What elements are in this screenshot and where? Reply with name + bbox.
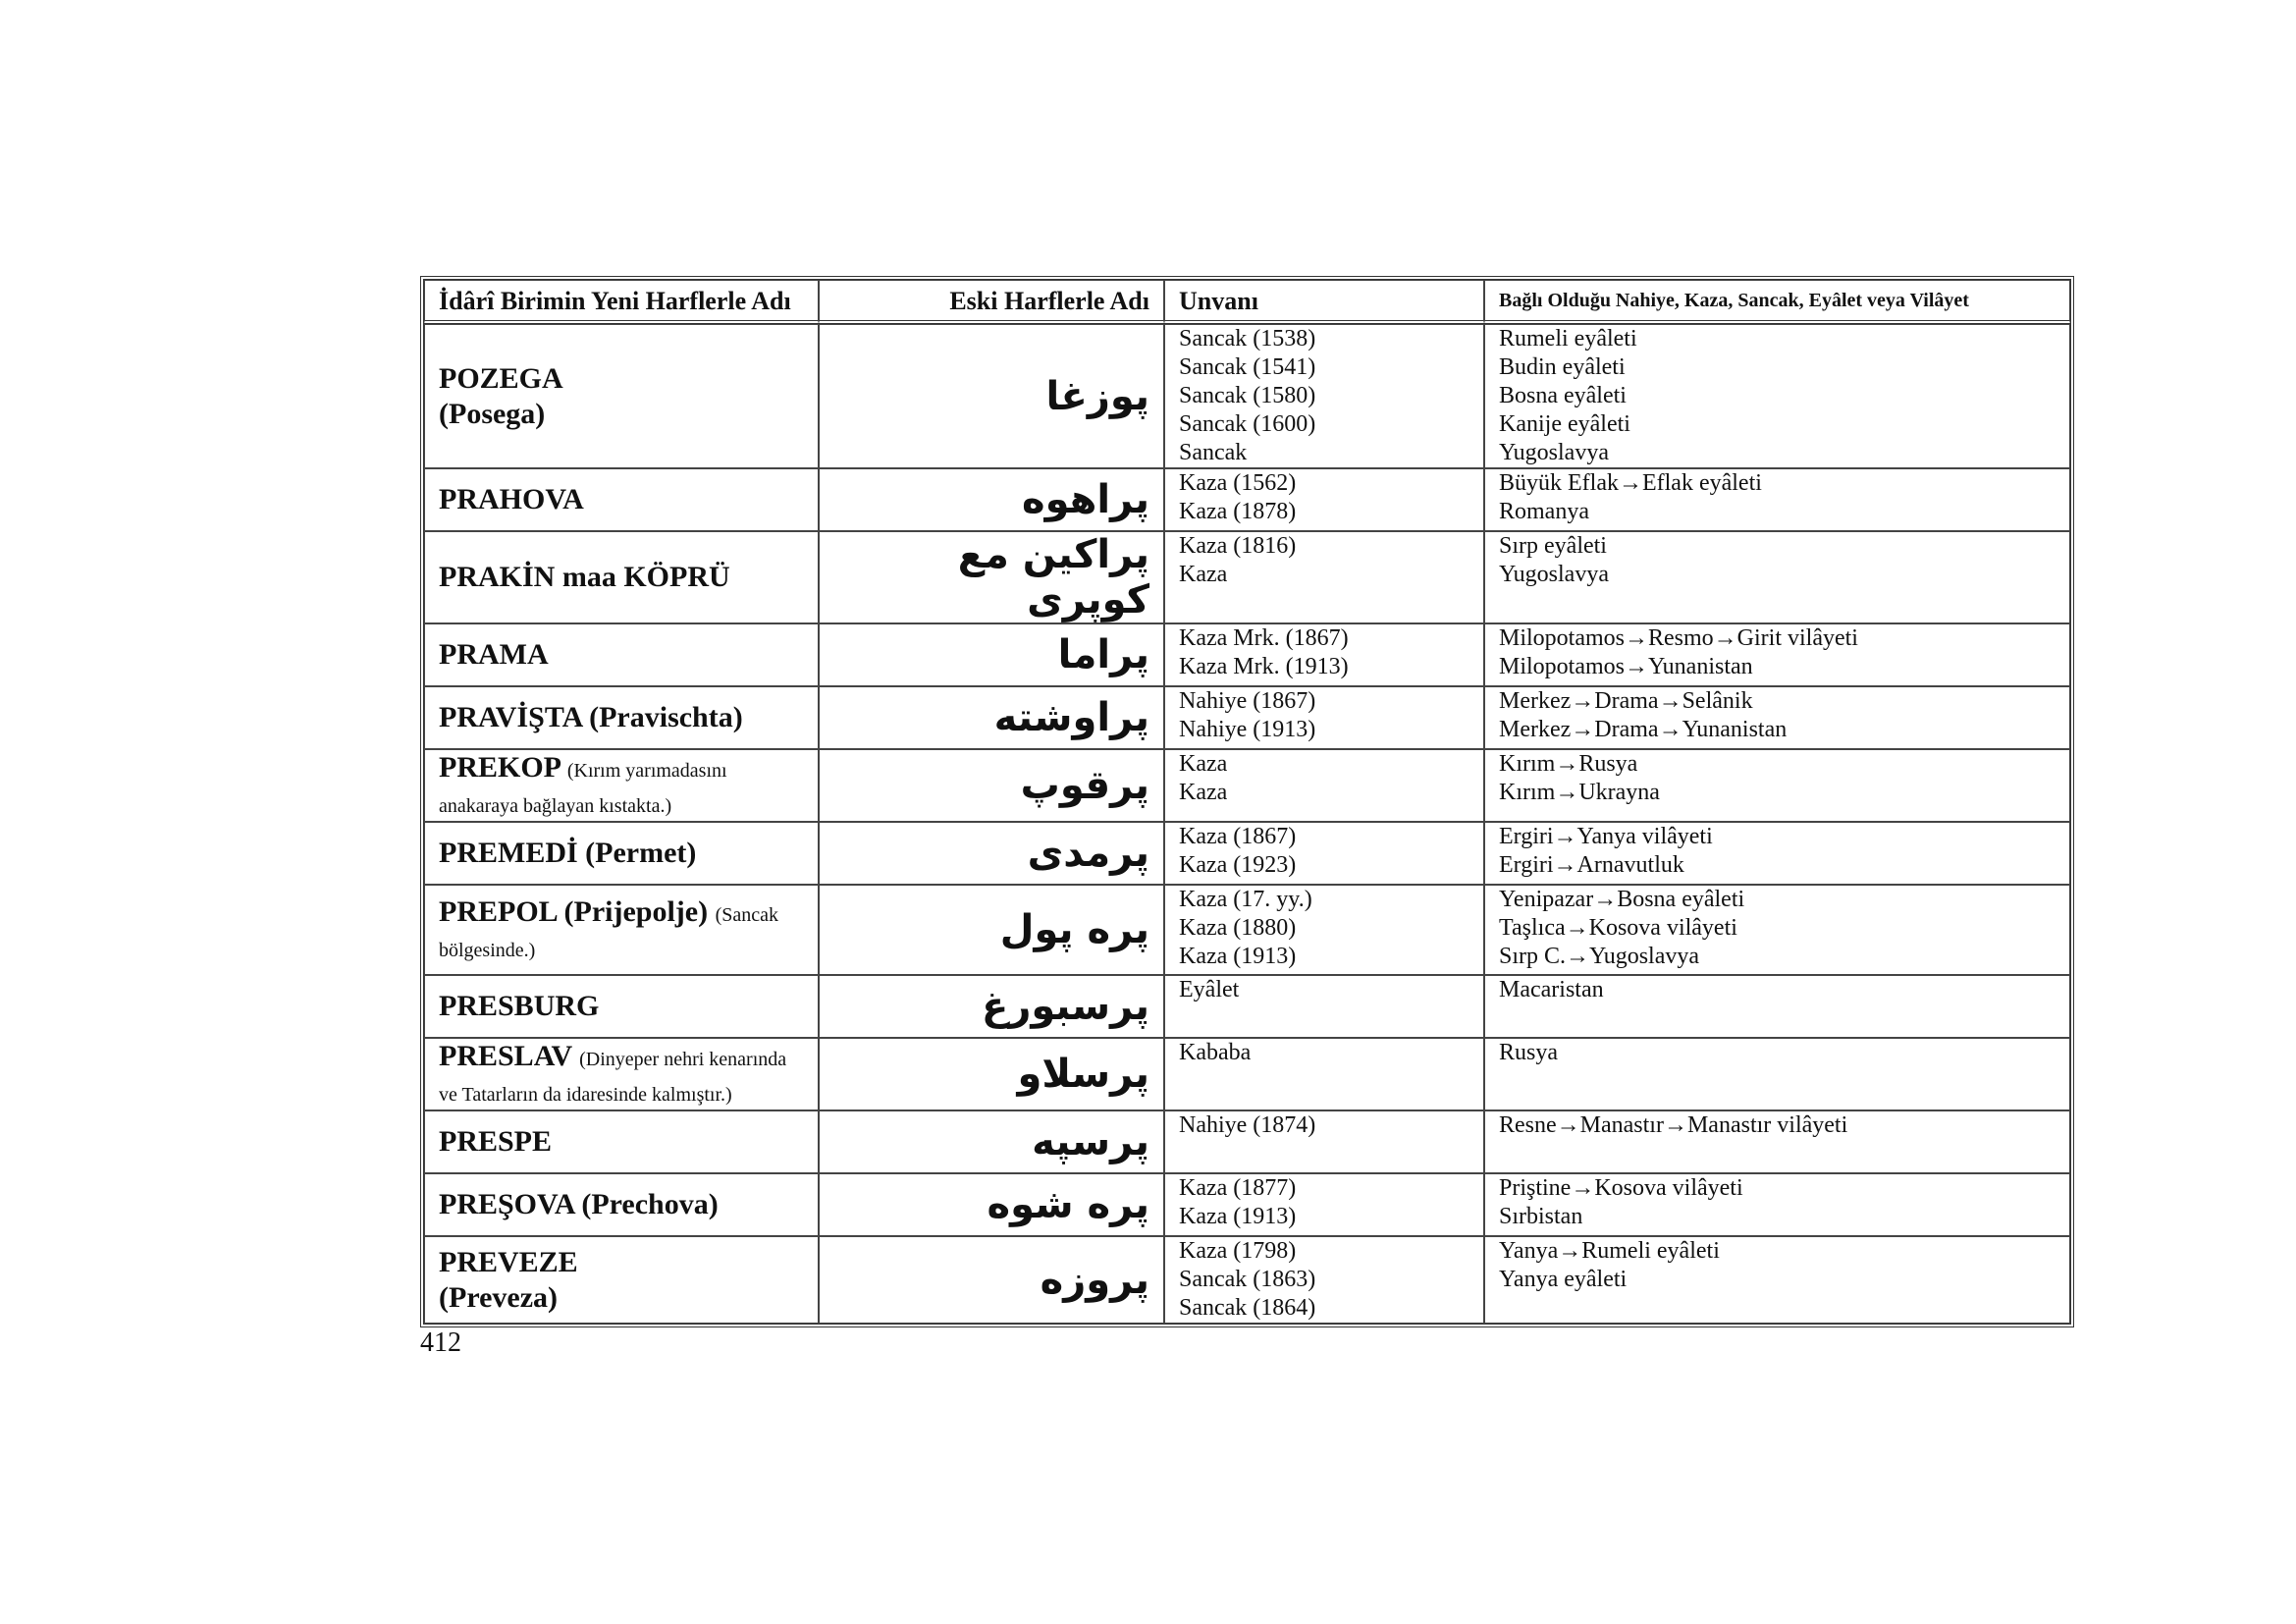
dependency-entry: Yugoslavya [1499,562,1609,587]
gazetteer-table [420,276,2074,1327]
unit-old-script-name: پرسبورغ [819,975,1164,1038]
unit-name-text: PRAMA [439,638,549,671]
unit-name-text: PREMEDİ (Permet) [439,837,697,869]
unit-titles [1164,822,1484,885]
header-dependency: Bağlı Olduğu Nahiye, Kaza, Sancak, Eyâlet veya Vilâyet [1484,280,2070,324]
table-row [424,623,2070,686]
unit-dependencies [1484,468,2070,531]
unit-old-script-name: پره شوه [819,1173,1164,1236]
dependency-entry: Sırp eyâleti [1499,533,1607,559]
unit-titles [1164,531,1484,623]
unit-name-text: PREPOL (Prijepolje) [439,895,709,928]
dependency-entry: Kanije eyâleti [1499,411,1630,437]
dependency-entry: Büyük Eflak→Eflak eyâleti [1499,470,1762,496]
unit-old-script-name: پراهوه [819,468,1164,531]
unit-titles [1164,686,1484,749]
title-entry: Sancak (1864) [1179,1295,1316,1321]
unit-dependencies [1484,623,2070,686]
unit-titles [1164,468,1484,531]
unit-new-name [424,1173,819,1236]
unit-old-script-name: پرسپه [819,1110,1164,1173]
title-entry: Kaza Mrk. (1867) [1179,625,1349,651]
unit-note: (Kırım yarımadasını anakaraya bağlayan kıstakta.) [439,760,727,817]
dependency-entry: Yanya→Rumeli eyâleti [1499,1238,1720,1264]
unit-titles [1164,1236,1484,1324]
unit-name-text: POZEGA [439,361,563,395]
unit-dependencies [1484,975,2070,1038]
unit-dependencies [1484,324,2070,468]
title-entry: Kaza (1880) [1179,915,1297,941]
title-entry: Kaza [1179,780,1228,805]
title-entry: Kaza (1913) [1179,1204,1297,1229]
title-entry: Sancak (1541) [1179,354,1316,380]
title-entry: Kababa [1179,1040,1252,1065]
unit-titles [1164,749,1484,822]
unit-alt-name: (Preveza) [439,1280,559,1314]
title-entry: Kaza [1179,562,1228,587]
unit-old-script-name: پروزه [819,1236,1164,1324]
title-entry: Eyâlet [1179,977,1240,1002]
title-entry: Nahiye (1867) [1179,688,1316,714]
dependency-entry: Yenipazar→Bosna eyâleti [1499,887,1745,912]
unit-note: (Dinyeper nehri kenarında ve Tatarların da idaresinde kalmıştır.) [439,1049,787,1106]
table-row [424,749,2070,822]
title-entry: Nahiye (1874) [1179,1112,1316,1138]
unit-old-script-name: پرمدى [819,822,1164,885]
header-new-name: İdârî Birimin Yeni Harflerle Adı [424,280,819,324]
unit-titles [1164,623,1484,686]
table-row [424,822,2070,885]
unit-name-text: PRESPE [439,1125,553,1158]
title-entry: Kaza (1923) [1179,852,1297,878]
unit-titles [1164,1038,1484,1110]
unit-name-text: PRAHOVA [439,483,584,515]
unit-new-name [424,749,819,822]
unit-old-script-name: پراوشته [819,686,1164,749]
title-entry: Sancak (1538) [1179,326,1316,352]
unit-dependencies [1484,822,2070,885]
unit-new-name [424,468,819,531]
unit-dependencies [1484,1110,2070,1173]
unit-old-script-name: پرقوپ [819,749,1164,822]
unit-note: (Sancak bölgesinde.) [439,904,779,961]
unit-new-name [424,531,819,623]
unit-titles [1164,1110,1484,1173]
title-entry: Sancak [1179,440,1248,465]
table-row [424,1038,2070,1110]
unit-dependencies [1484,749,2070,822]
unit-new-name [424,1236,819,1324]
table-row [424,885,2070,975]
unit-name-text: PRAKİN maa KÖPRÜ [439,561,730,593]
unit-new-name [424,686,819,749]
header-row [424,280,2070,324]
unit-dependencies [1484,885,2070,975]
title-entry: Nahiye (1913) [1179,717,1316,742]
title-entry: Kaza (1867) [1179,824,1297,849]
dependency-entry: Bosna eyâleti [1499,383,1627,408]
title-entry: Kaza (1913) [1179,944,1297,969]
header-old-name: Eski Harflerle Adı [819,280,1164,324]
dependency-entry: Yanya eyâleti [1499,1267,1628,1292]
unit-new-name [424,623,819,686]
dependency-entry: Milopotamos→Resmo→Girit vilâyeti [1499,625,1858,651]
title-entry: Sancak (1863) [1179,1267,1316,1292]
dependency-entry: Merkez→Drama→Selânik [1499,688,1753,714]
title-entry: Kaza Mrk. (1913) [1179,654,1349,679]
dependency-entry: Milopotamos→Yunanistan [1499,654,1753,679]
dependency-entry: Kırım→Ukrayna [1499,780,1660,805]
dependency-entry: Yugoslavya [1499,440,1609,465]
table-body [424,324,2070,1324]
title-entry: Sancak (1580) [1179,383,1316,408]
unit-old-script-name: پراكين مع كوپرى [819,531,1164,623]
table-row [424,468,2070,531]
unit-new-name [424,975,819,1038]
table-row [424,1173,2070,1236]
dependency-entry: Ergiri→Yanya vilâyeti [1499,824,1713,849]
title-entry: Kaza (1798) [1179,1238,1297,1264]
unit-new-name [424,1038,819,1110]
unit-name-text: PREŞOVA (Prechova) [439,1188,719,1220]
unit-new-name [424,1110,819,1173]
unit-dependencies [1484,1038,2070,1110]
unit-name-text: PREKOP [439,751,561,784]
dependency-entry: Ergiri→Arnavutluk [1499,852,1684,878]
dependency-entry: Macaristan [1499,977,1604,1002]
unit-alt-name: (Posega) [439,397,546,430]
unit-dependencies [1484,1236,2070,1324]
title-entry: Kaza (1878) [1179,499,1297,524]
page-number: 412 [420,1327,461,1358]
title-entry: Kaza (1877) [1179,1175,1297,1201]
unit-old-script-name: پراما [819,623,1164,686]
unit-old-script-name: پره پول [819,885,1164,975]
dependency-entry: Rumeli eyâleti [1499,326,1637,352]
dependency-entry: Priştine→Kosova vilâyeti [1499,1175,1743,1201]
dependency-entry: Merkez→Drama→Yunanistan [1499,717,1788,742]
dependency-entry: Taşlıca→Kosova vilâyeti [1499,915,1737,941]
unit-name-text: PRESLAV [439,1040,572,1072]
title-entry: Sancak (1600) [1179,411,1316,437]
unit-old-script-name: پرسلاو [819,1038,1164,1110]
table-row [424,975,2070,1038]
title-entry: Kaza [1179,751,1228,777]
table-row [424,324,2070,468]
dependency-entry: Sırbistan [1499,1204,1583,1229]
unit-new-name [424,885,819,975]
dependency-entry: Kırım→Rusya [1499,751,1638,777]
unit-dependencies [1484,686,2070,749]
unit-new-name [424,822,819,885]
title-entry: Kaza (1562) [1179,470,1297,496]
table-row [424,686,2070,749]
dependency-entry: Budin eyâleti [1499,354,1626,380]
unit-titles [1164,975,1484,1038]
dependency-entry: Resne→Manastır→Manastır vilâyeti [1499,1112,1848,1138]
unit-name-text: PRAVİŞTA (Pravischta) [439,701,743,733]
unit-titles [1164,324,1484,468]
dependency-entry: Rusya [1499,1040,1558,1065]
unit-titles [1164,1173,1484,1236]
unit-dependencies [1484,1173,2070,1236]
table-row [424,531,2070,623]
table-row [424,1110,2070,1173]
unit-titles [1164,885,1484,975]
dependency-entry: Sırp C.→Yugoslavya [1499,944,1699,969]
unit-old-script-name: پوزغا [819,324,1164,468]
title-entry: Kaza (17. yy.) [1179,887,1312,912]
header-title: Unvanı [1164,280,1484,324]
dependency-entry: Romanya [1499,499,1589,524]
unit-name-text: PREVEZE [439,1245,578,1278]
unit-dependencies [1484,531,2070,623]
unit-new-name [424,324,819,468]
table-row [424,1236,2070,1324]
unit-name-text: PRESBURG [439,990,600,1022]
title-entry: Kaza (1816) [1179,533,1297,559]
